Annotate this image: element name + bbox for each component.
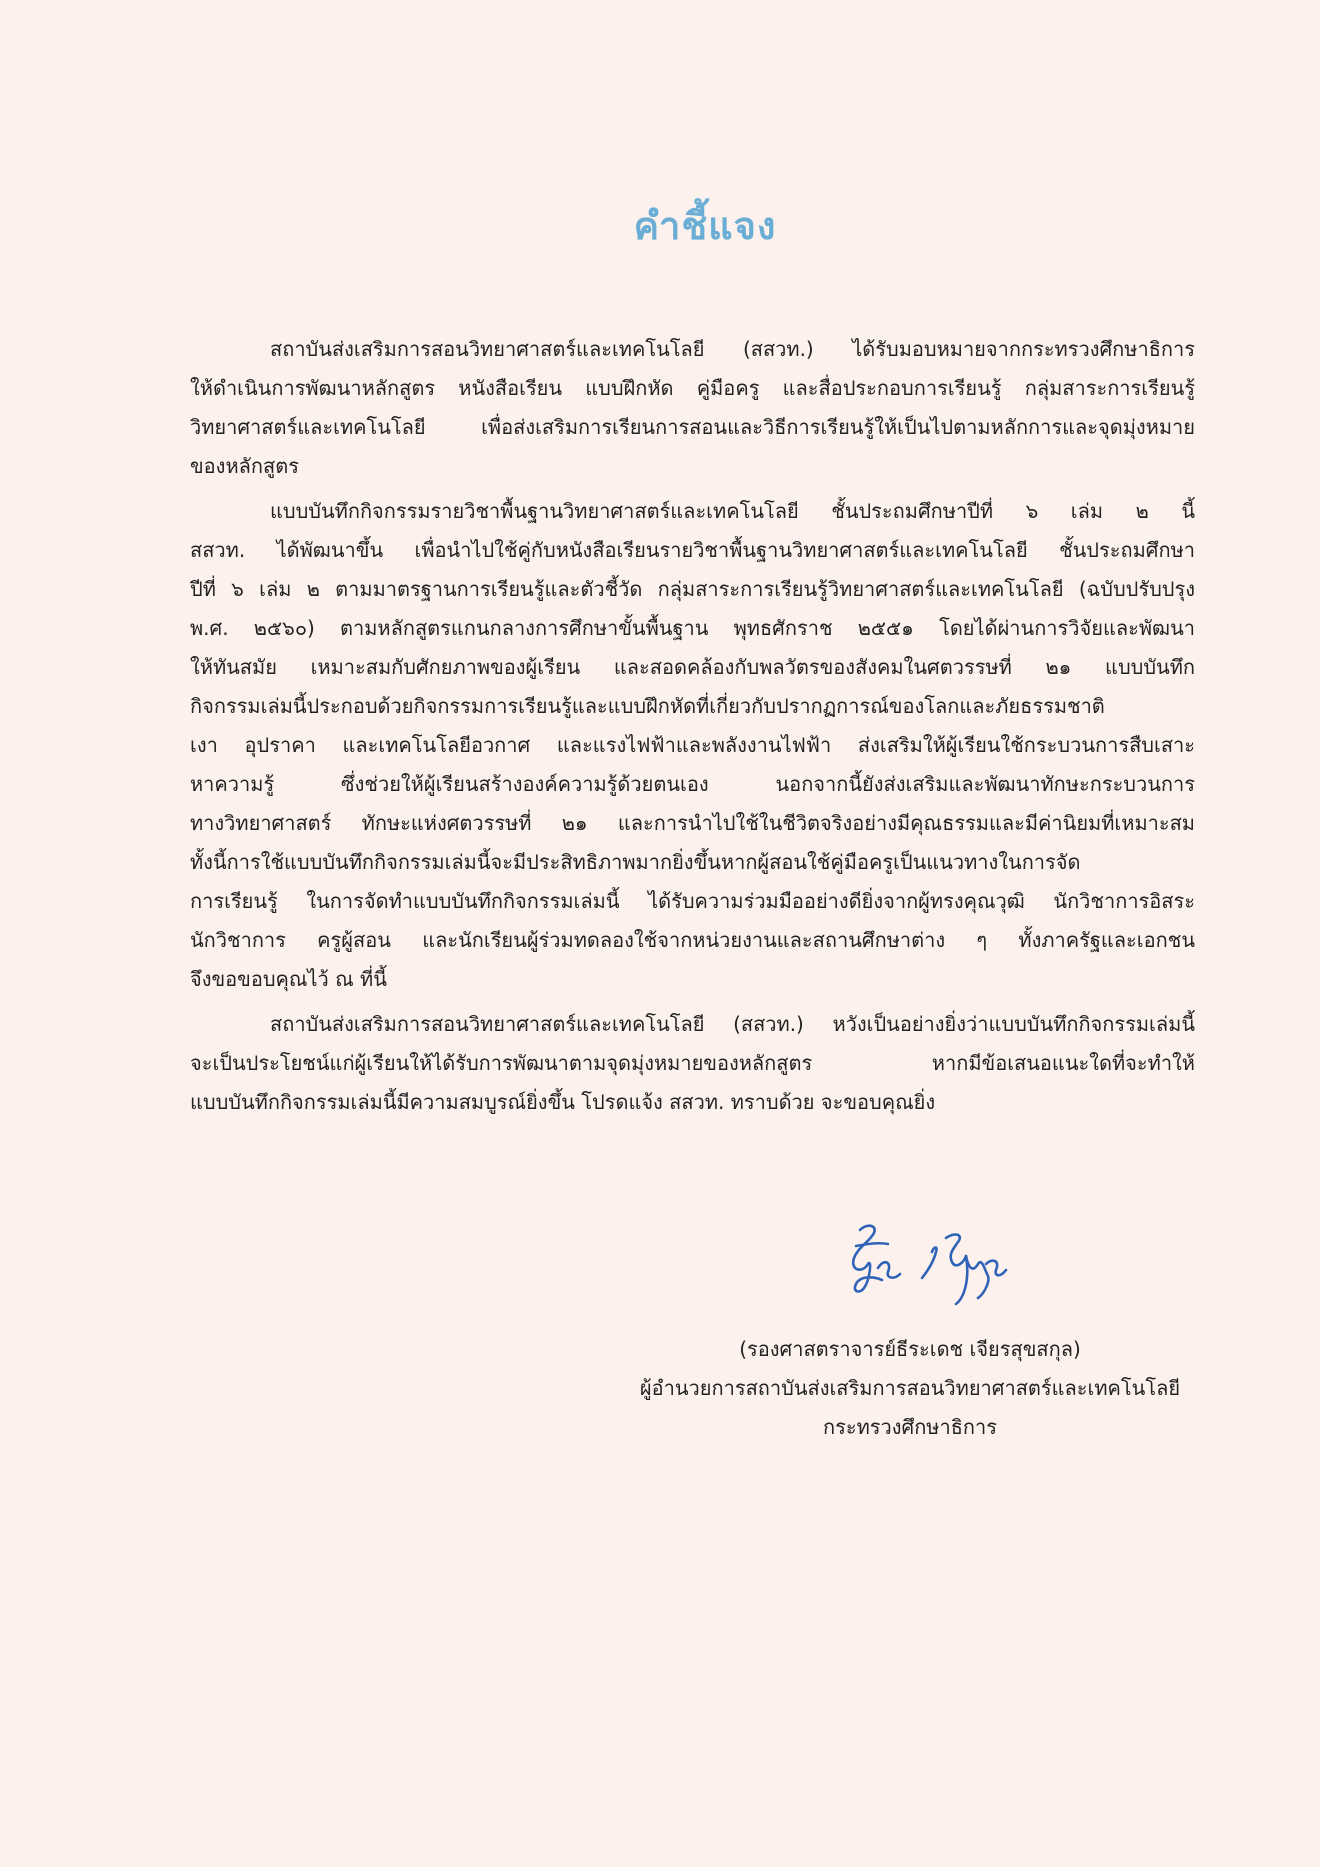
paragraph-line: ปีที่ ๖ เล่ม ๒ ตามมาตรฐานการเรียนรู้และตัวชี้วัด กลุ่มสาระการเรียนรู้วิทยาศาสตร์และเทคโนโลยี (ฉบับปรับปรุง: [190, 577, 1195, 601]
paragraph-line: จึงขอขอบคุณไว้ ณ ที่นี้: [190, 967, 387, 991]
handwritten-signature: [838, 1218, 1018, 1308]
paragraph-line: ของหลักสูตร: [190, 454, 299, 478]
signer-organization: กระทรวงศึกษาธิการ: [822, 1415, 998, 1439]
paragraph-line: หาความรู้ ซึ่งช่วยให้ผู้เรียนสร้างองค์ความรู้ด้วยตนเอง นอกจากนี้ยังส่งเสริมและพัฒนาทักษะกระบวนการ: [190, 772, 1195, 796]
paragraph-line: แบบบันทึกกิจกรรมเล่มนี้มีความสมบูรณ์ยิ่งขึ้น โปรดแจ้ง สสวท. ทราบด้วย จะขอบคุณยิ่ง: [190, 1090, 936, 1114]
paragraph-line: สสวท. ได้พัฒนาขึ้น เพื่อนำไปใช้คู่กับหนังสือเรียนรายวิชาพื้นฐานวิทยาศาสตร์และเทคโนโลยี ชั้นประถมศึกษา: [190, 538, 1195, 562]
paragraph-line: กิจกรรมเล่มนี้ประกอบด้วยกิจกรรมการเรียนรู้และแบบฝึกหัดที่เกี่ยวกับปรากฏการณ์ของโลกและภัยธรรมชาติ: [190, 694, 1105, 718]
paragraph-line: ให้ดำเนินการพัฒนาหลักสูตร หนังสือเรียน แบบฝึกหัด คู่มือครู และสื่อประกอบการเรียนรู้ กลุ่มสาระการเรียนรู้: [190, 376, 1195, 400]
paragraph-line: วิทยาศาสตร์และเทคโนโลยี เพื่อส่งเสริมการเรียนการสอนและวิธีการเรียนรู้ให้เป็นไปตามหลักการและจุดมุ่งหมาย: [190, 415, 1195, 439]
paragraph-intro: [190, 330, 1195, 486]
paragraph-line: พ.ศ. ๒๕๖๐) ตามหลักสูตรแกนกลางการศึกษาขั้นพื้นฐาน พุทธศักราช ๒๕๕๑ โดยได้ผ่านการวิจัยและพัฒนา: [190, 616, 1195, 640]
paragraph-line: การเรียนรู้ ในการจัดทำแบบบันทึกกิจกรรมเล่มนี้ ได้รับความร่วมมืออย่างดียิ่งจากผู้ทรงคุณวุฒิ นักวิชาการอิสระ: [190, 889, 1195, 913]
body-text: [190, 330, 1195, 1128]
signer-block: [600, 1330, 1220, 1447]
signer-position: ผู้อำนวยการสถาบันส่งเสริมการสอนวิทยาศาสตร์และเทคโนโลยี: [639, 1376, 1181, 1400]
paragraph-line: แบบบันทึกกิจกรรมรายวิชาพื้นฐานวิทยาศาสตร์และเทคโนโลยี ชั้นประถมศึกษาปีที่ ๖ เล่ม ๒ นี้: [270, 499, 1195, 523]
paragraph-line: ทางวิทยาศาสตร์ ทักษะแห่งศตวรรษที่ ๒๑ และการนำไปใช้ในชีวิตจริงอย่างมีคุณธรรมและมีค่านิยมที่เหมาะสม: [190, 811, 1195, 835]
paragraph-line: สถาบันส่งเสริมการสอนวิทยาศาสตร์และเทคโนโลยี (สสวท.) หวังเป็นอย่างยิ่งว่าแบบบันทึกกิจกรรมเล่มนี้: [270, 1012, 1195, 1036]
paragraph-line: ให้ทันสมัย เหมาะสมกับศักยภาพของผู้เรียน และสอดคล้องกับพลวัตรของสังคมในศตวรรษที่ ๒๑ แบบบันทึก: [190, 655, 1195, 679]
paragraph-line: จะเป็นประโยชน์แก่ผู้เรียนให้ได้รับการพัฒนาตามจุดมุ่งหมายของหลักสูตร หากมีข้อเสนอแนะใดที่จะทำให้: [190, 1051, 1195, 1075]
signer-name: (รองศาสตราจารย์ธีระเดช เจียรสุขสกุล): [739, 1337, 1081, 1361]
paragraph-line: นักวิชาการ ครูผู้สอน และนักเรียนผู้ร่วมทดลองใช้จากหน่วยงานและสถานศึกษาต่าง ๆ ทั้งภาครัฐและเอกชน: [190, 928, 1195, 952]
paragraph-closing: [190, 1005, 1195, 1122]
paragraph-line: ทั้งนี้การใช้แบบบันทึกกิจกรรมเล่มนี้จะมีประสิทธิภาพมากยิ่งขึ้นหากผู้สอนใช้คู่มือครูเป็นแนวทางในการจัด: [190, 850, 1081, 874]
paragraph-line: สถาบันส่งเสริมการสอนวิทยาศาสตร์และเทคโนโลยี (สสวท.) ได้รับมอบหมายจากกระทรวงศึกษาธิการ: [270, 337, 1195, 361]
paragraph-description: [190, 492, 1195, 999]
paragraph-line: เงา อุปราคา และเทคโนโลยีอวกาศ และแรงไฟฟ้าและพลังงานไฟฟ้า ส่งเสริมให้ผู้เรียนใช้กระบวนการสืบเสาะ: [190, 733, 1195, 757]
page-title: คำชี้แจง: [633, 204, 777, 249]
